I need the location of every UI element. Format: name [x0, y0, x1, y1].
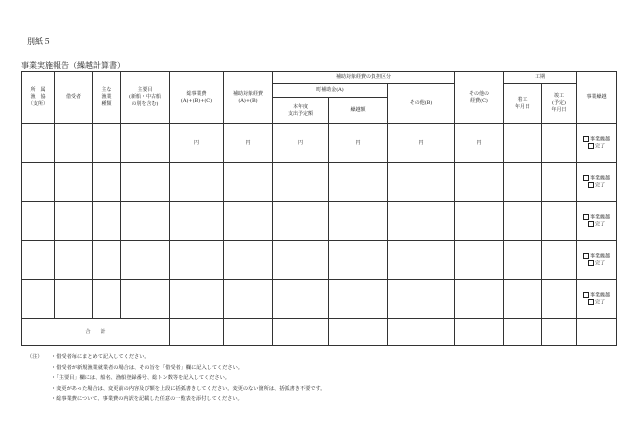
header-this-year: 本年度 支出予定額	[273, 98, 329, 124]
status-cell	[577, 124, 617, 163]
table-cell	[224, 319, 273, 346]
table-cell	[93, 202, 121, 241]
checkbox-icon[interactable]	[588, 143, 594, 149]
document-title: 事業実施報告（繰越計算書）	[21, 61, 125, 70]
table-row	[22, 163, 617, 202]
checkbox-icon[interactable]	[583, 214, 589, 220]
header-status: 事業繰越	[577, 72, 617, 124]
total-row	[22, 319, 617, 346]
table-cell	[22, 241, 55, 280]
status-option-label: 完了	[595, 299, 606, 306]
checkbox-icon[interactable]	[588, 182, 594, 188]
note-text: ・借受者毎にまとめて記入してください。	[51, 354, 150, 360]
table-cell	[388, 202, 455, 241]
table-cell	[170, 163, 224, 202]
table-cell	[121, 124, 170, 163]
header-main-items: 主要目 (新船・中古船 の別を含む)	[121, 72, 170, 124]
table-cell	[22, 163, 55, 202]
header-start: 着工 年月日	[504, 84, 542, 124]
table-cell	[93, 124, 121, 163]
table-cell	[329, 280, 388, 319]
header-subsidy-cost: 補助対象経費 (A)+(B)	[224, 72, 273, 124]
note-text: ・「主要目」欄には、船名、漁船登録番号、総トン数等を記入してください。	[51, 375, 230, 382]
table-cell	[170, 280, 224, 319]
table-cell	[388, 280, 455, 319]
note-line	[27, 384, 325, 395]
table-cell	[121, 202, 170, 241]
annex-label: 別紙５	[27, 37, 51, 46]
note-line	[27, 373, 325, 384]
table-cell	[55, 163, 93, 202]
status-option-label: 完了	[595, 143, 606, 150]
table-cell	[170, 241, 224, 280]
note-line	[27, 363, 325, 374]
table-cell	[121, 241, 170, 280]
table-cell	[388, 319, 455, 346]
checkbox-icon[interactable]	[588, 260, 594, 266]
table-cell	[170, 202, 224, 241]
status-option-label: 事業繰越	[590, 175, 611, 182]
table-cell	[504, 124, 542, 163]
table-cell	[577, 319, 617, 346]
table-cell	[542, 124, 577, 163]
table-cell	[273, 163, 329, 202]
note-line	[27, 352, 325, 363]
status-option[interactable]	[577, 175, 616, 182]
status-cell	[577, 163, 617, 202]
note-text: ・総事業費について、事業費の内訳を記載した任意の一覧表を添付してください。	[51, 396, 243, 403]
table-cell	[273, 241, 329, 280]
status-cell	[577, 241, 617, 280]
unit-label: 円	[170, 124, 224, 163]
table-cell	[542, 241, 577, 280]
table-cell	[93, 280, 121, 319]
unit-label: 円	[329, 124, 388, 163]
notes-label: （注）	[27, 354, 43, 360]
table-cell	[22, 280, 55, 319]
table-cell	[224, 241, 273, 280]
table-row	[22, 202, 617, 241]
status-option-label: 完了	[595, 221, 606, 228]
carryover-table	[21, 71, 617, 346]
checkbox-icon[interactable]	[583, 292, 589, 298]
table-cell	[93, 241, 121, 280]
table-cell	[121, 163, 170, 202]
table-cell	[224, 163, 273, 202]
status-cell	[577, 280, 617, 319]
table-cell	[455, 163, 504, 202]
checkbox-icon[interactable]	[583, 253, 589, 259]
header-row-1	[22, 72, 617, 84]
table-cell	[170, 319, 224, 346]
table-cell	[455, 319, 504, 346]
status-option-label: 完了	[595, 182, 606, 189]
table-cell	[55, 202, 93, 241]
status-option-label: 完了	[595, 260, 606, 267]
table-cell	[273, 202, 329, 241]
status-option[interactable]	[577, 292, 616, 299]
header-main-type: 主な 漁業 種類	[93, 72, 121, 124]
table-row	[22, 241, 617, 280]
notes	[27, 352, 325, 405]
table-cell	[273, 280, 329, 319]
status-option[interactable]	[577, 182, 616, 189]
header-total-cost: 総事業費 (A)+(B)+(C)	[170, 72, 224, 124]
table-cell	[542, 280, 577, 319]
table-cell	[388, 163, 455, 202]
status-option[interactable]	[577, 136, 616, 143]
header-burden: 補助対象経費の負担区分	[273, 72, 455, 84]
status-option-label: 事業繰越	[590, 136, 611, 143]
table-cell	[455, 241, 504, 280]
status-option[interactable]	[577, 214, 616, 221]
status-option-label: 事業繰越	[590, 253, 611, 260]
table-cell	[329, 319, 388, 346]
note-text: ・借受者が新規漁業就業者の場合は、その旨を「借受者」欄に記入してください。	[51, 364, 243, 371]
table-cell	[329, 163, 388, 202]
header-end: 竣工 (予定) 年月日	[542, 84, 577, 124]
table-cell	[224, 202, 273, 241]
checkbox-icon[interactable]	[583, 175, 589, 181]
status-option-label: 事業繰越	[590, 292, 611, 299]
table-cell	[504, 163, 542, 202]
header-carryover: 繰越額	[329, 98, 388, 124]
table-row	[22, 280, 617, 319]
header-town-subsidy: 町補助金(A)	[273, 84, 388, 98]
total-label: 合 計	[22, 319, 170, 346]
unit-label: 円	[388, 124, 455, 163]
table-cell	[22, 124, 55, 163]
table-cell	[224, 280, 273, 319]
table-cell	[542, 319, 577, 346]
table-cell	[504, 241, 542, 280]
unit-label: 円	[224, 124, 273, 163]
table-cell	[329, 241, 388, 280]
table-cell	[504, 319, 542, 346]
table-cell	[273, 319, 329, 346]
status-option-label: 事業繰越	[590, 214, 611, 221]
table-cell	[121, 280, 170, 319]
status-option[interactable]	[577, 299, 616, 306]
note-line	[27, 394, 325, 405]
status-option[interactable]	[577, 253, 616, 260]
status-cell	[577, 202, 617, 241]
unit-label: 円	[273, 124, 329, 163]
table-cell	[388, 241, 455, 280]
table-cell	[542, 202, 577, 241]
table-cell	[504, 202, 542, 241]
status-option[interactable]	[577, 260, 616, 267]
table-cell	[55, 241, 93, 280]
table-cell	[55, 280, 93, 319]
table-cell	[455, 202, 504, 241]
table-cell	[455, 280, 504, 319]
checkbox-icon[interactable]	[588, 299, 594, 305]
table-cell	[22, 202, 55, 241]
status-option[interactable]	[577, 221, 616, 228]
table-cell	[55, 124, 93, 163]
table-cell	[93, 163, 121, 202]
table-cell	[329, 202, 388, 241]
header-beneficiary: 借受者	[55, 72, 93, 124]
header-other-cost: その他の 経費(C)	[455, 72, 504, 124]
table-cell	[542, 163, 577, 202]
header-period: 工期	[504, 72, 577, 84]
unit-label: 円	[455, 124, 504, 163]
table-row	[22, 124, 617, 163]
table-cell	[504, 280, 542, 319]
note-text: ・変更があった場合は、変更前の内容及び額を上段に括弧書きしてください。変更のない箇所は、括弧書き不要です。	[51, 385, 326, 392]
status-option[interactable]	[577, 143, 616, 150]
checkbox-icon[interactable]	[583, 136, 589, 142]
header-other: その他(B)	[388, 84, 455, 124]
header-location: 所 属 漁 協 （支所）	[22, 72, 55, 124]
checkbox-icon[interactable]	[588, 221, 594, 227]
